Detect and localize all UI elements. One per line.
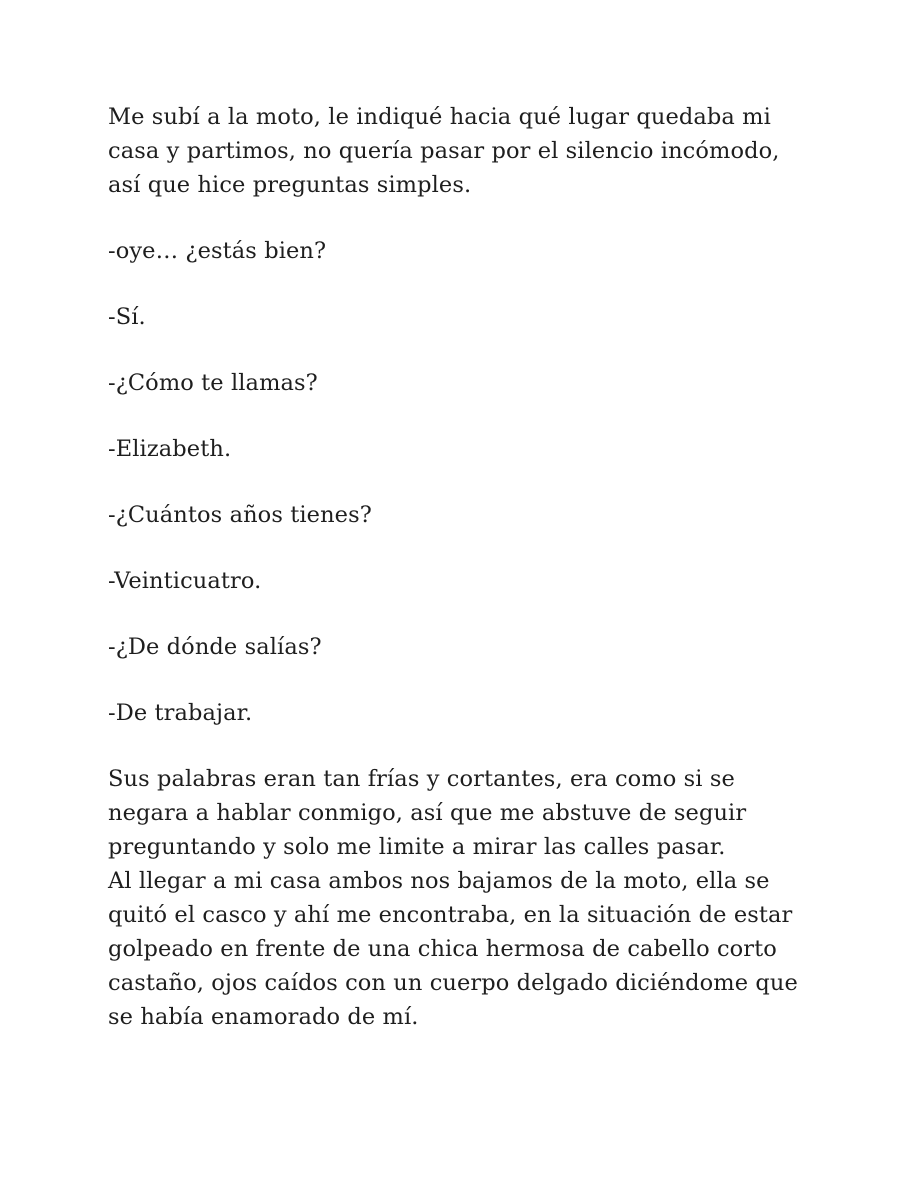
narrative-paragraph: Sus palabras eran tan frías y cortantes, era como si se negara a hablar conmigo, así que me abstuve de seguir preguntando y solo me limite a mirar las calles pasar.	[108, 766, 747, 860]
dialogue-line: -¿De dónde salías?	[108, 634, 322, 660]
dialogue-line: -Sí.	[108, 304, 146, 330]
dialogue-line: -oye… ¿estás bien?	[108, 238, 327, 264]
dialogue-line: -Veinticuatro.	[108, 568, 262, 594]
dialogue-line: -¿Cómo te llamas?	[108, 370, 318, 396]
dialogue-line: -¿Cuántos años tienes?	[108, 502, 372, 528]
dialogue-line: -De trabajar.	[108, 700, 253, 726]
document-page	[108, 100, 808, 1034]
narrative-paragraph: Me subí a la moto, le indiqué hacia qué lugar quedaba mi casa y partimos, no quería pasar por el silencio incómodo, así que hice preguntas simples.	[108, 104, 780, 198]
narrative-paragraph: Al llegar a mi casa ambos nos bajamos de la moto, ella se quitó el casco y ahí me encontraba, en la situación de estar golpeado en frente de una chica hermosa de cabello corto castaño, ojos caídos con un cuerpo delgado diciéndome que se había enamorado de mí.	[108, 868, 798, 1030]
dialogue-line: -Elizabeth.	[108, 436, 232, 462]
